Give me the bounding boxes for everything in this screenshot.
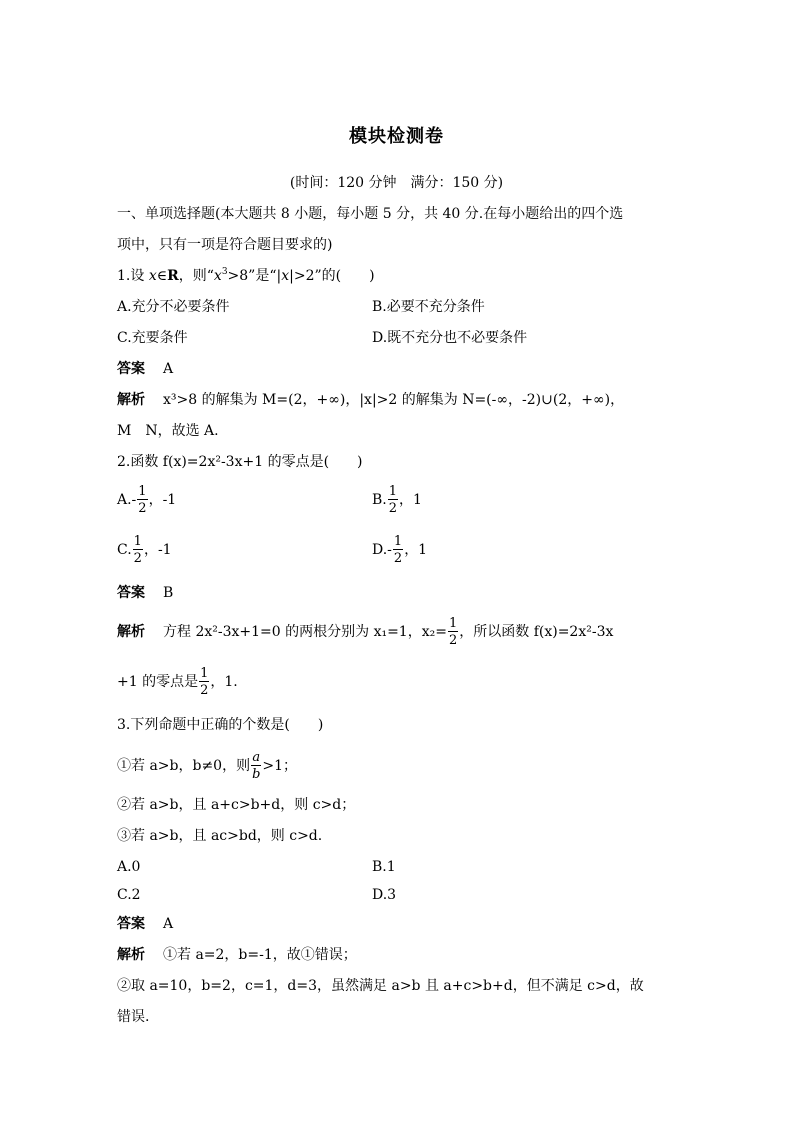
option-prefix: A.- [117, 492, 137, 508]
item-text: ①若 a>b，b≠0，则 [117, 758, 251, 774]
q1-stem-part: >8”是“| [227, 268, 282, 284]
analysis-text: ①若 a=2，b=-1，故①错误； [163, 947, 357, 963]
analysis-text: ，1. [210, 674, 238, 690]
q3-answer [117, 914, 173, 934]
fraction-numerator: 1 [393, 534, 403, 549]
page-title: 模块检测卷 [349, 126, 444, 147]
answer-value: A [163, 361, 174, 377]
q1-option-a: A.充分不必要条件 [117, 299, 230, 315]
q3-option-b: B.1 [372, 859, 396, 875]
q1-stem-part: ，则“ [178, 268, 214, 284]
q1-analysis-line1 [117, 390, 624, 410]
fraction [448, 617, 458, 647]
q3-analysis-line2: ②取 a=10，b=2，c=1，d=3，虽然满足 a>b 且 a+c>b+d，但不满足 c>d，故 [117, 978, 644, 994]
question-2-stem: 2.函数 f(x)=2x²-3x+1 的零点是( ) [117, 454, 363, 470]
analysis-text: ，所以函数 f(x)=2x²-3x [459, 624, 614, 640]
analysis-label: 解析 [117, 624, 145, 640]
q1-stem-exponent: 3 [221, 267, 228, 277]
fraction [388, 485, 398, 515]
q1-stem-part: 1.设 [117, 268, 149, 284]
q3-option-a: A.0 [117, 859, 141, 875]
fraction [133, 535, 143, 565]
fraction [393, 535, 403, 565]
fraction-numerator: a [252, 750, 261, 765]
q1-stem-set: R [167, 268, 179, 284]
q2-option-c [117, 532, 172, 568]
exam-info: (时间：120 分钟 满分：150 分) [289, 175, 504, 191]
fraction-denominator: 2 [448, 633, 458, 648]
q2-answer [117, 583, 173, 603]
q1-stem-var: x [281, 268, 290, 284]
analysis-label: 解析 [117, 392, 145, 408]
q3-item-3: ③若 a>b，且 ac>bd，则 c>d. [117, 828, 323, 844]
analysis-text: x³>8 的解集为 M=(2，+∞)，|x|>2 的解集为 N=(-∞，-2)∪(2，+∞)， [163, 392, 625, 408]
analysis-text: 方程 2x²-3x+1=0 的两根分别为 x₁=1，x₂= [163, 624, 447, 640]
q1-stem-part: ∈ [156, 268, 168, 284]
fraction-denominator: 2 [138, 501, 147, 516]
q2-option-b [372, 482, 422, 518]
answer-value: A [163, 916, 174, 932]
q1-option-c: C.充要条件 [117, 330, 188, 346]
option-suffix: ，-1 [148, 492, 177, 508]
analysis-text: +1 的零点是 [117, 674, 199, 690]
answer-label: 答案 [117, 361, 145, 377]
fraction-numerator: 1 [138, 484, 147, 499]
fraction-denominator: 2 [133, 551, 142, 566]
fraction-numerator: 1 [388, 484, 398, 499]
option-suffix: ，1 [399, 492, 422, 508]
fraction-denominator: 2 [393, 551, 403, 566]
question-1-stem [117, 266, 375, 286]
option-suffix: ，-1 [143, 542, 172, 558]
fraction [137, 485, 147, 515]
q3-item-1 [117, 748, 297, 784]
q3-option-c: C.2 [117, 887, 141, 903]
q3-analysis-line3: 错误. [117, 1009, 150, 1025]
q1-stem-part: |>2”的( ) [289, 268, 375, 284]
fraction-denominator: 2 [388, 501, 398, 516]
q2-analysis-line2 [117, 664, 238, 700]
q1-option-d: D.既不充分也不必要条件 [372, 330, 528, 346]
q1-analysis-line2: M N，故选 A. [117, 423, 219, 439]
fraction-numerator: 1 [448, 616, 458, 631]
q2-option-a [117, 482, 176, 518]
answer-label: 答案 [117, 585, 145, 601]
option-prefix: C. [117, 542, 132, 558]
question-3-stem: 3.下列命题中正确的个数是( ) [117, 717, 324, 733]
fraction-numerator: 1 [200, 666, 209, 681]
answer-value: B [163, 585, 174, 601]
fraction-numerator: 1 [133, 534, 142, 549]
q1-stem-var: x [148, 268, 157, 284]
q3-option-d: D.3 [372, 887, 397, 903]
q1-stem-var: x [213, 268, 222, 284]
analysis-label: 解析 [117, 947, 145, 963]
option-prefix: B. [372, 492, 387, 508]
option-prefix: D.- [372, 542, 392, 558]
fraction-denominator: 2 [200, 683, 209, 698]
q2-option-d [372, 532, 427, 568]
q3-item-2: ②若 a>b，且 a+c>b+d，则 c>d； [117, 797, 356, 813]
q3-analysis-line1 [117, 945, 357, 965]
q2-analysis-line1 [117, 614, 613, 650]
section-heading-line1: 一、单项选择题(本大题共 8 小题，每小题 5 分，共 40 分.在每小题给出的四个选 [117, 206, 624, 222]
option-suffix: ，1 [404, 542, 428, 558]
q1-answer [117, 359, 173, 379]
item-text: >1； [262, 758, 298, 774]
q1-option-b: B.必要不充分条件 [372, 299, 485, 315]
answer-label: 答案 [117, 916, 145, 932]
section-heading-line2: 项中，只有一项是符合题目要求的) [117, 237, 333, 253]
fraction [199, 667, 209, 697]
fraction [251, 751, 261, 781]
fraction-denominator: b [252, 767, 261, 782]
